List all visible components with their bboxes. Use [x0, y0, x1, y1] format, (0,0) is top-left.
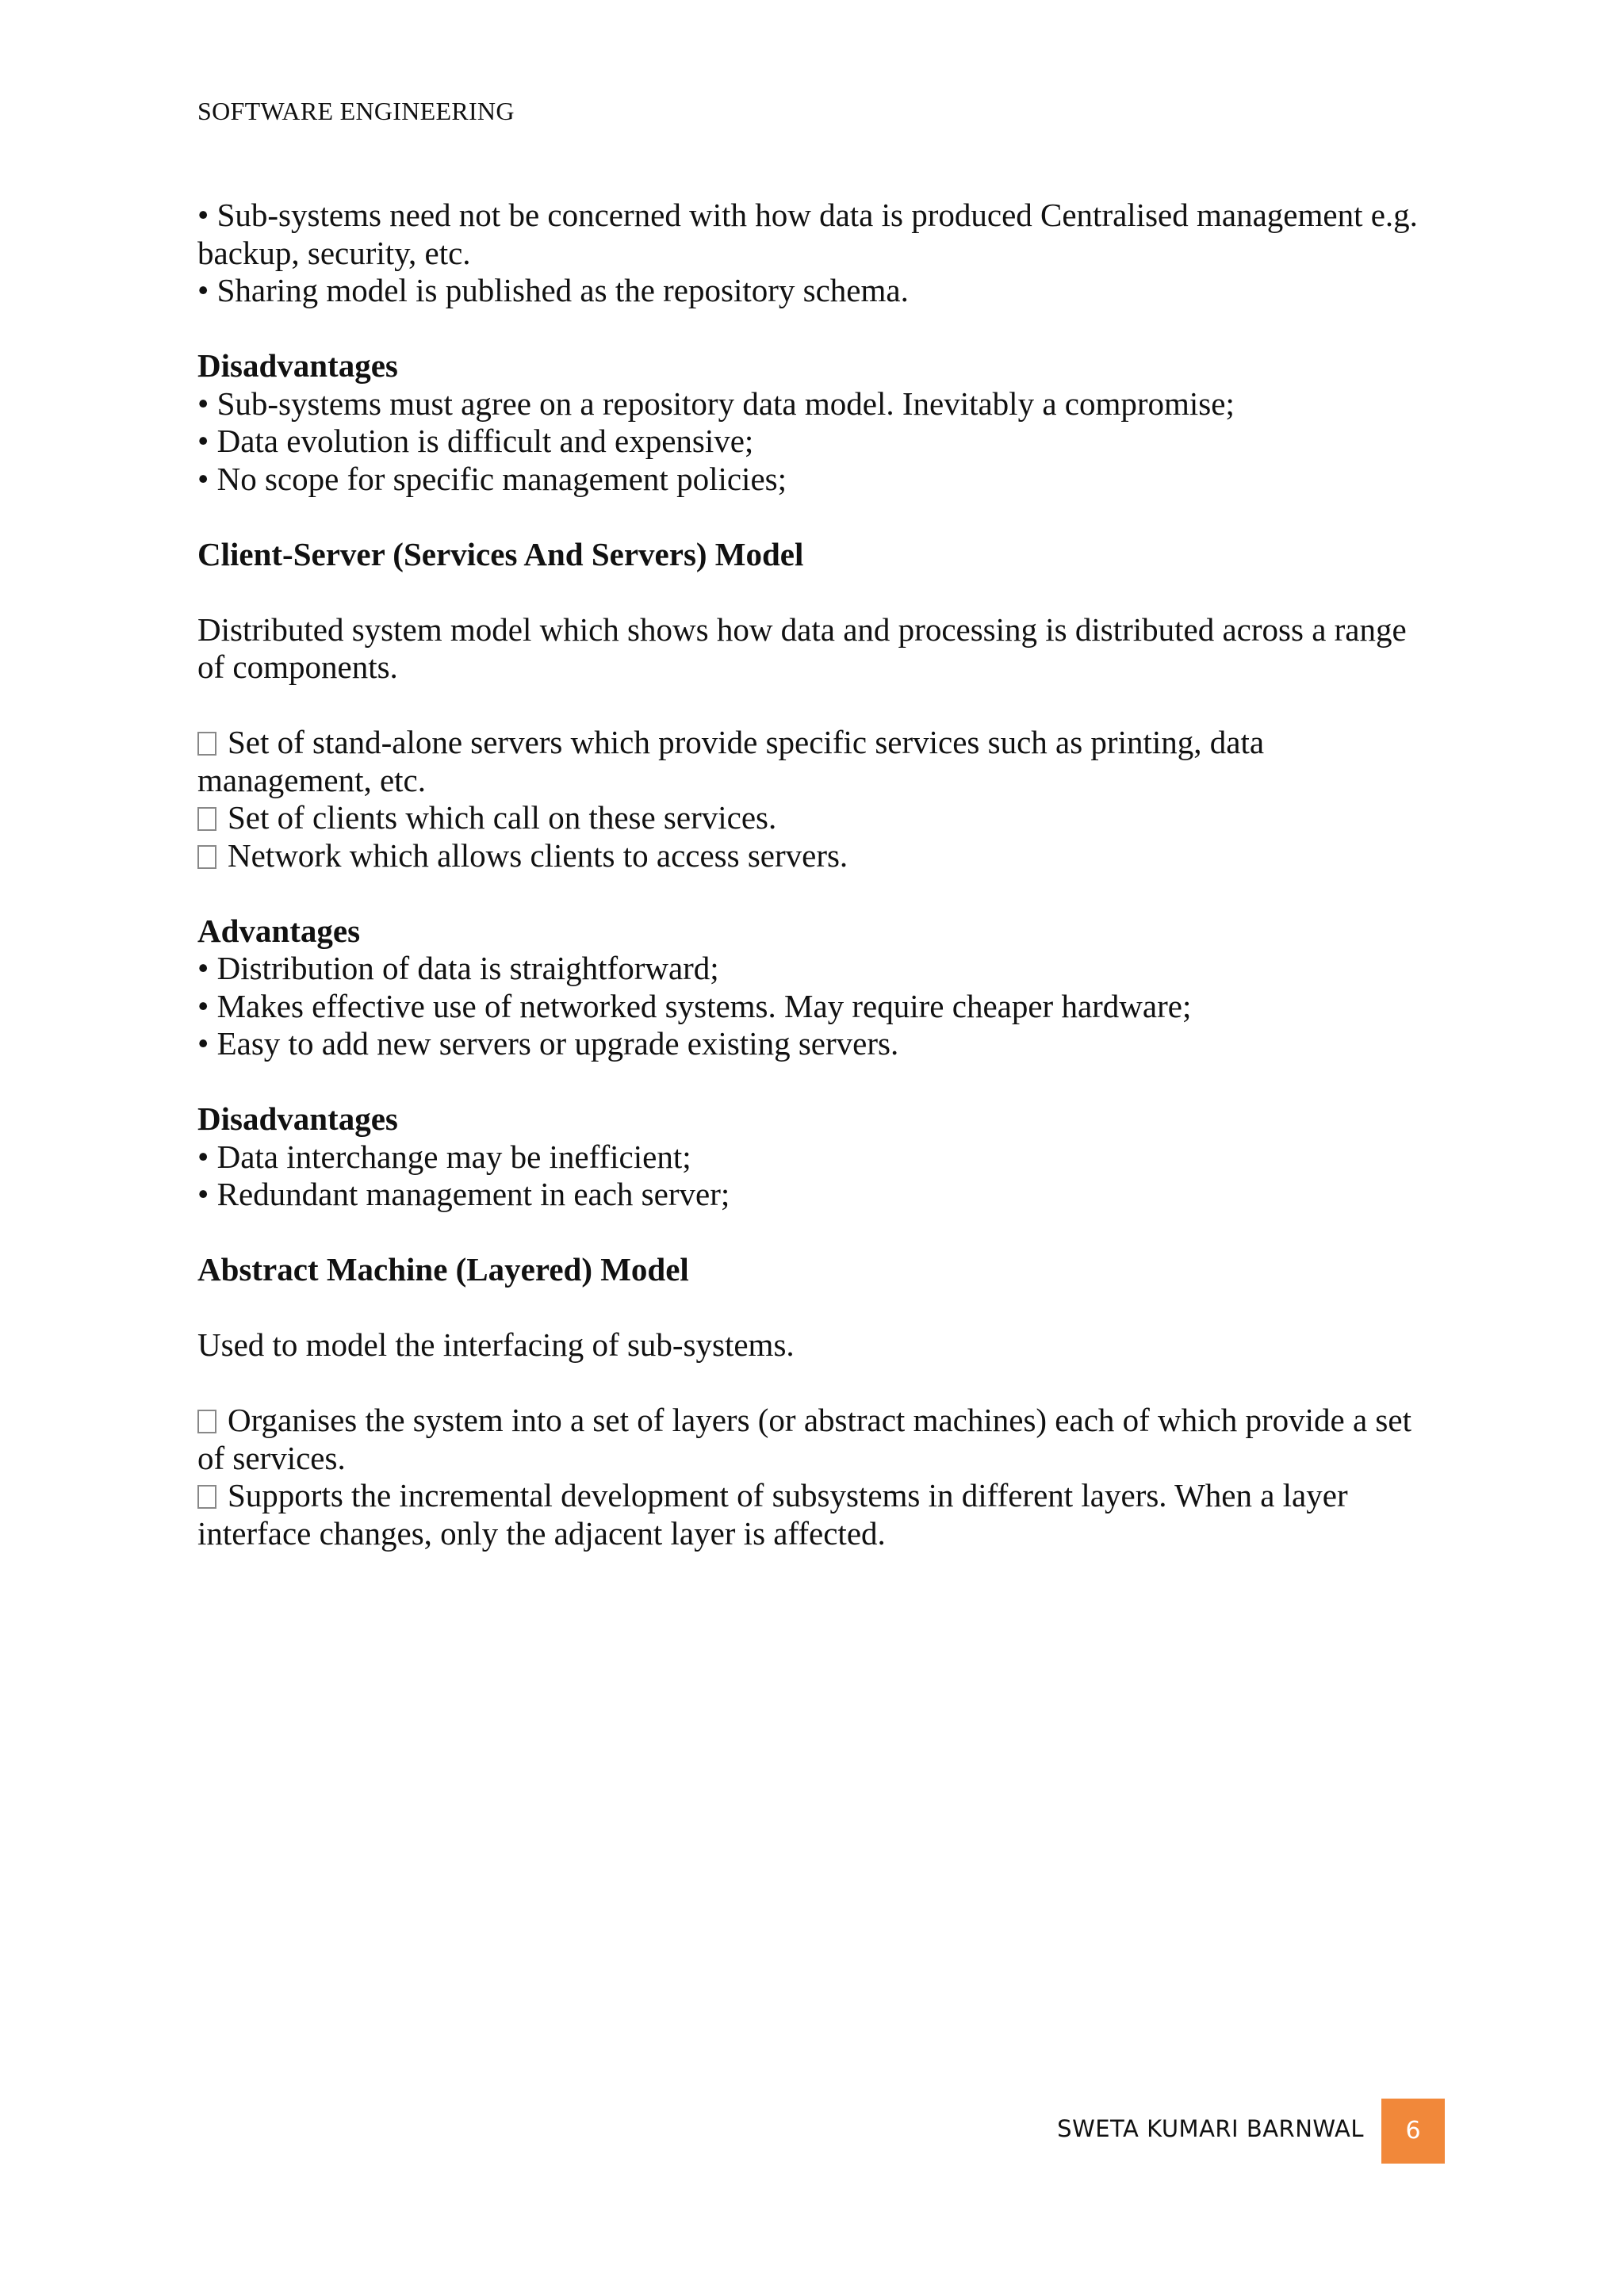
- paragraph: of components.: [197, 649, 398, 685]
- paragraph: Distributed system model which shows how data and processing is distributed across a range: [197, 610, 1407, 648]
- list-item: interface changes, only the adjacent layer is affected.: [197, 1514, 886, 1552]
- list-item: • Sub-systems must agree on a repository data model. Inevitably a compromise;: [197, 385, 1235, 422]
- missing-glyph-box-icon: [197, 845, 216, 869]
- paragraph: • Sharing model is published as the repository schema.: [197, 272, 909, 308]
- list-item: • Redundant management in each server;: [197, 1176, 730, 1212]
- page-header-title: SOFTWARE ENGINEERING: [197, 97, 515, 125]
- section-heading: Client-Server (Services And Servers) Model: [197, 535, 804, 572]
- list-item: • Data evolution is difficult and expensive;: [197, 423, 754, 459]
- footer-author: SWETA KUMARI BARNWAL: [1057, 2115, 1364, 2142]
- section-heading: Disadvantages: [197, 1100, 398, 1137]
- list-item: • Makes effective use of networked systems. May require cheaper hardware;: [197, 987, 1192, 1024]
- list-item: Organises the system into a set of layers (or abstract machines) each of which provide a set: [197, 1402, 1450, 1440]
- list-item: of services.: [197, 1439, 346, 1476]
- list-item: • Easy to add new servers or upgrade existing servers.: [197, 1025, 899, 1062]
- section-heading: Advantages: [197, 912, 361, 949]
- missing-glyph-box-icon: [197, 732, 216, 756]
- paragraph: Used to model the interfacing of sub-systems.: [197, 1326, 795, 1363]
- paragraph: • Sub-systems need not be concerned with how data is produced Centralised management e.g.: [197, 197, 1418, 233]
- list-item: Set of stand-alone servers which provide specific services such as printing, data: [197, 724, 1450, 762]
- list-item: • Distribution of data is straightforward;: [197, 950, 719, 986]
- list-item: Network which allows clients to access servers.: [197, 837, 1450, 875]
- missing-glyph-box-icon: [197, 1410, 216, 1433]
- section-heading: Disadvantages: [197, 347, 398, 384]
- page-number-badge: 6: [1381, 2099, 1445, 2164]
- missing-glyph-box-icon: [197, 1485, 216, 1509]
- list-item: • Data interchange may be inefficient;: [197, 1138, 691, 1175]
- missing-glyph-box-icon: [197, 807, 216, 831]
- section-heading: Abstract Machine (Layered) Model: [197, 1251, 689, 1288]
- paragraph: backup, security, etc.: [197, 234, 471, 271]
- list-item: management, etc.: [197, 761, 427, 798]
- document-body: [197, 197, 1450, 1552]
- list-item: • No scope for specific management policies;: [197, 460, 787, 497]
- list-item: Set of clients which call on these services.: [197, 799, 1450, 837]
- list-item: Supports the incremental development of subsystems in different layers. When a layer: [197, 1477, 1450, 1515]
